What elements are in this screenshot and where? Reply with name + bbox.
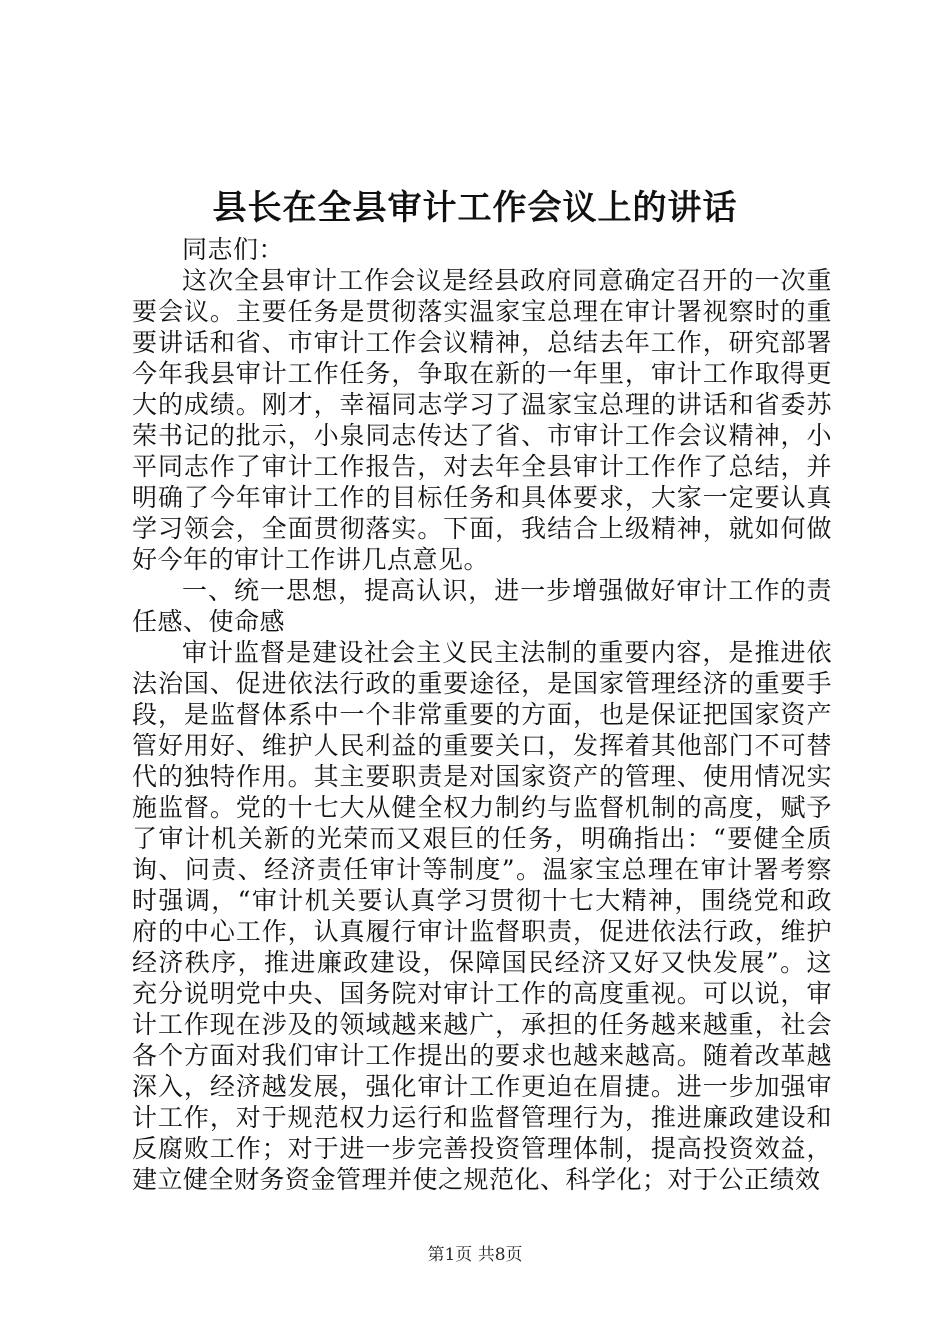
page-footer: 第1页 共8页: [427, 1245, 523, 1265]
document-title: 县长在全县审计工作会议上的讲话: [212, 188, 738, 228]
document-body: [132, 234, 832, 1195]
section-heading-1: 一、统一思想，提高认识，进一步增强做好审计工作的责任感、使命感: [132, 576, 832, 636]
intro-paragraph: 这次全县审计工作会议是经县政府同意确定召开的一次重要会议。主要任务是贯彻落实温家宝总理在审计署视察时的重要讲话和省、市审计工作会议精神，总结去年工作，研究部署今年我县审计工作任务，争取在新的一年里，审计工作取得更大的成绩。刚才，幸福同志学习了温家宝总理的讲话和省委苏荣书记的批示，小泉同志传达了省、市审计工作会议精神，小平同志作了审计工作报告，对去年全县审计工作作了总结，并明确了今年审计工作的目标任务和具体要求，大家一定要认真学习领会，全面贯彻落实。下面，我结合上级精神，就如何做好今年的审计工作讲几点意见。: [132, 266, 832, 574]
body-paragraph: 审计监督是建设社会主义民主法制的重要内容，是推进依法治国、促进依法行政的重要途径，是国家管理经济的重要手段，是监督体系中一个非常重要的方面，也是保证把国家资产管好用好、维护人民利益的重要关口，发挥着其他部门不可替代的独特作用。其主要职责是对国家资产的管理、使用情况实施监督。党的十七大从健全权力制约与监督机制的高度，赋予了审计机关新的光荣而又艰巨的任务，明确指出：“要健全质询、问责、经济责任审计等制度”。温家宝总理在审计署考察时强调，“审计机关要认真学习贯彻十七大精神，围绕党和政府的中心工作，认真履行审计监督职责，促进依法行政，维护经济秩序，推进廉政建设，保障国民经济又好又快发展”。这充分说明党中央、国务院对审计工作的高度重视。可以说，审计工作现在涉及的领域越来越广，承担的任务越来越重，社会各个方面对我们审计工作提出的要求也越来越高。随着改革越深入，经济越发展，强化审计工作更迫在眉捷。进一步加强审计工作，对于规范权力运行和监督管理行为，推进廉政建设和反腐败工作；对于进一步完善投资管理体制，提高投资效益，建立健全财务资金管理并使之规范化、科学化；对于公正绩效: [132, 638, 832, 1194]
salutation-paragraph: 同志们：: [182, 235, 285, 264]
